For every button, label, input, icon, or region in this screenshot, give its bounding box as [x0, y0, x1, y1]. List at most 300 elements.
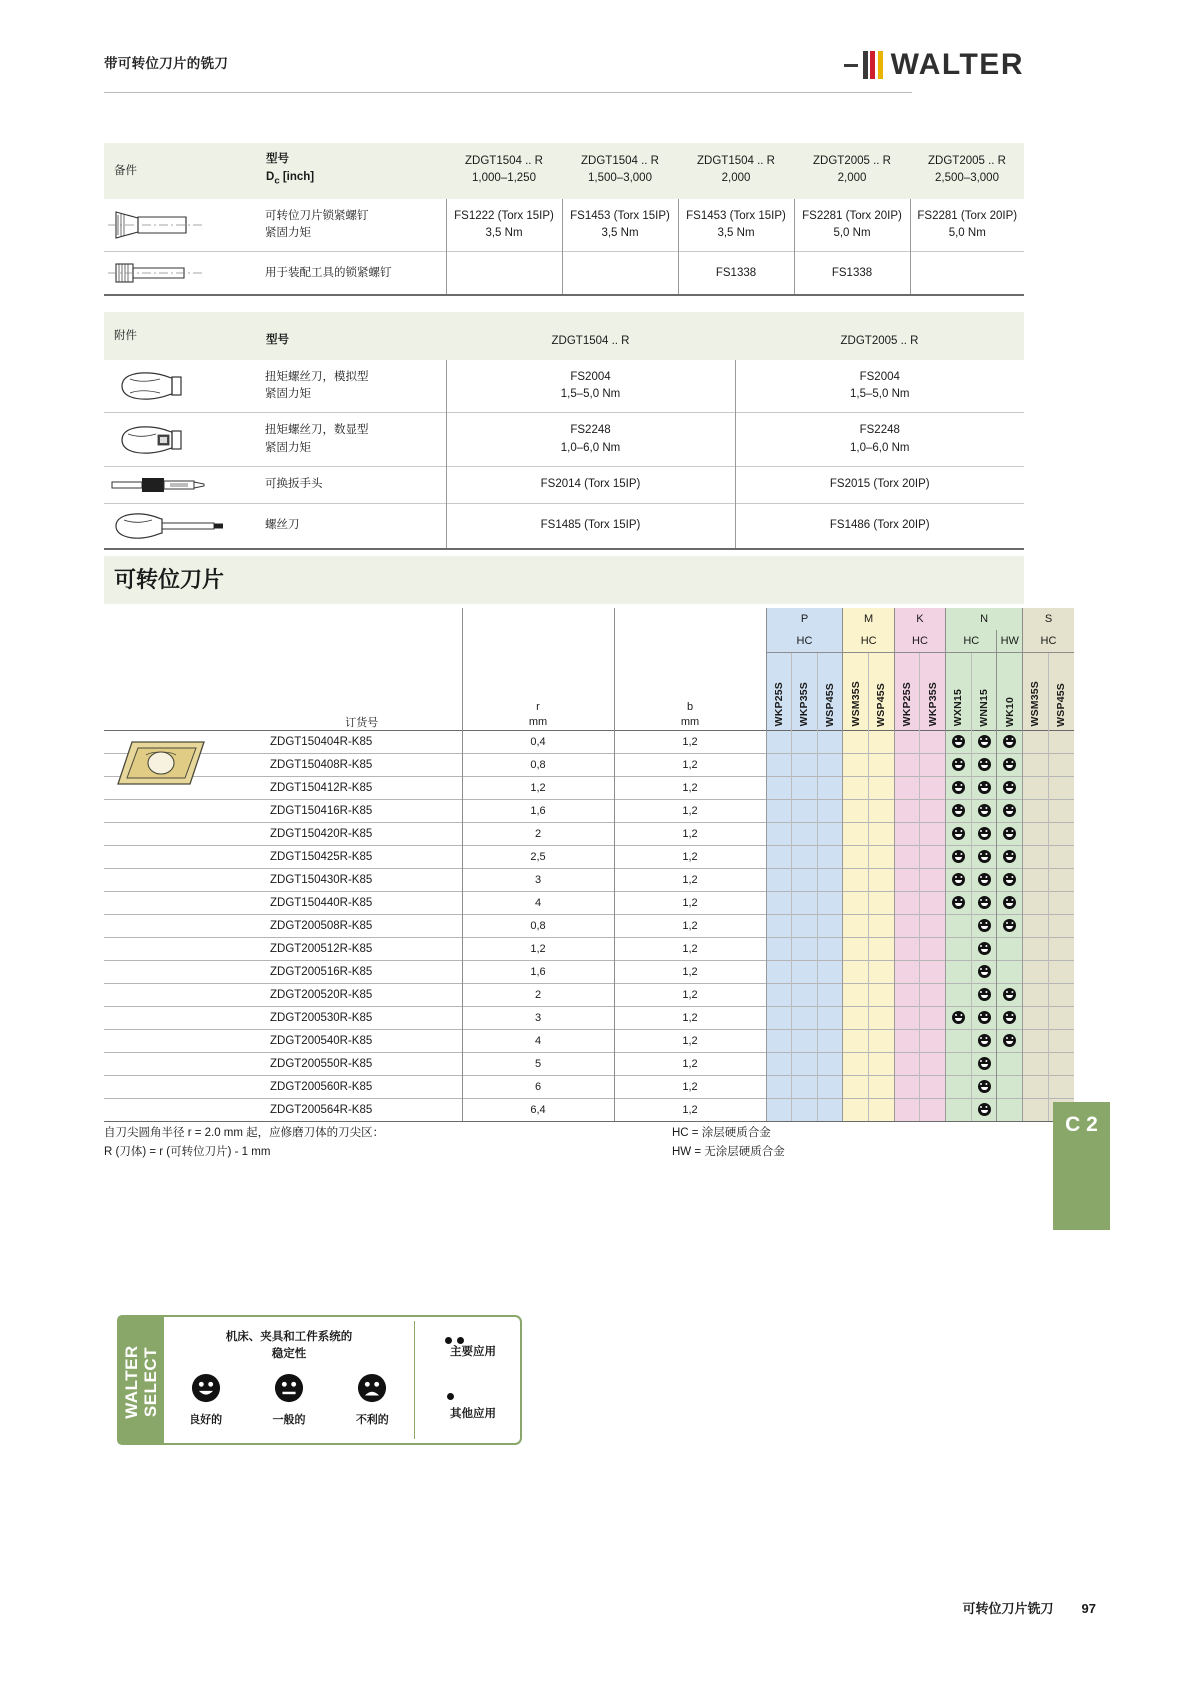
spacer-cell — [104, 652, 262, 730]
acc-r2-c2: FS2248 1,0–6,0 Nm — [735, 413, 1024, 467]
torque-screwdriver-analog-icon — [104, 360, 262, 413]
grade-suitability-cell — [766, 799, 792, 822]
spacer-cell — [262, 608, 462, 630]
smiley-good-icon — [1003, 804, 1016, 817]
acc-row-2-label: 扭矩螺丝刀，数显型 紧固力矩 — [262, 413, 446, 467]
grade-col-WSP45S-S: WSP45S — [1048, 652, 1074, 730]
spacer-cell — [262, 630, 462, 652]
torque-screwdriver-digital-glyph — [108, 423, 228, 457]
acc-col-1: ZDGT1504 .. R — [446, 312, 735, 360]
logo-wordmark: WALTER — [890, 48, 1024, 81]
grade-suitability-cell — [766, 891, 792, 914]
grade-suitability-cell — [817, 845, 843, 868]
grade-suitability-cell — [1023, 845, 1049, 868]
grade-suitability-cell — [843, 868, 869, 891]
grade-suitability-cell — [894, 868, 920, 891]
grade-suitability-cell — [792, 868, 818, 891]
smiley-good-icon — [1003, 873, 1016, 886]
smiley-good-glyph — [191, 1373, 221, 1403]
insert-order-number: ZDGT150425R-K85 — [262, 845, 462, 868]
insert-r-value: 1,6 — [462, 799, 614, 822]
smiley-good-icon — [1003, 919, 1016, 932]
spacer-cell — [104, 630, 262, 652]
grade-suitability-cell — [843, 983, 869, 1006]
grade-suitability-cell — [843, 891, 869, 914]
insert-order-number: ZDGT200512R-K85 — [262, 937, 462, 960]
table-row — [104, 413, 1024, 467]
grade-suitability-cell — [971, 960, 997, 983]
grade-suitability-cell — [997, 891, 1023, 914]
spare-r1-c5: FS2281 (Torx 20IP) 5,0 Nm — [910, 199, 1024, 252]
table-row — [104, 252, 1024, 296]
insert-r-value: 1,2 — [462, 937, 614, 960]
grade-suitability-cell — [817, 937, 843, 960]
smiley-good-icon — [978, 1080, 991, 1093]
grade-suitability-cell — [894, 845, 920, 868]
grade-suitability-cell — [920, 1098, 946, 1121]
insert-order-number: ZDGT200550R-K85 — [262, 1052, 462, 1075]
grade-suitability-cell — [792, 960, 818, 983]
grade-suitability-cell — [920, 937, 946, 960]
grade-suitability-cell — [817, 730, 843, 753]
insert-r-value: 3 — [462, 868, 614, 891]
smiley-good-icon — [952, 896, 965, 909]
insert-image-cell — [104, 914, 262, 937]
grade-col-WXN15-N: WXN15 — [946, 652, 972, 730]
grade-suitability-cell — [792, 1029, 818, 1052]
grade-suitability-cell — [1048, 1029, 1074, 1052]
inserts-table — [104, 608, 1074, 1122]
insert-image-cell — [104, 937, 262, 960]
inserts-title: 可转位刀片 — [114, 567, 225, 592]
spare-r2-c5 — [910, 252, 1024, 296]
grade-col-WKP25S-K: WKP25S — [894, 652, 920, 730]
table-row — [104, 845, 1074, 868]
insert-order-number: ZDGT150412R-K85 — [262, 776, 462, 799]
table-row — [104, 868, 1074, 891]
grade-suitability-cell — [1048, 799, 1074, 822]
inserts-section — [104, 608, 1068, 1122]
grade-suitability-cell — [997, 1098, 1023, 1121]
b-dimension-header: b mm — [614, 652, 766, 730]
grade-suitability-cell — [792, 776, 818, 799]
header-title: 带可转位刀片的铣刀 — [104, 56, 229, 71]
walter-select-divider — [414, 1321, 415, 1439]
smiley-good-icon — [978, 919, 991, 932]
grade-suitability-cell — [920, 983, 946, 1006]
grade-suitability-cell — [792, 983, 818, 1006]
smiley-good-icon — [978, 1034, 991, 1047]
grade-suitability-cell — [792, 1075, 818, 1098]
countersunk-screw-icon — [104, 199, 262, 252]
grade-suitability-cell — [843, 1052, 869, 1075]
walter-select-application-panel — [423, 1315, 522, 1445]
insert-b-value: 1,2 — [614, 1029, 766, 1052]
grade-suitability-cell — [920, 753, 946, 776]
smiley-good-icon — [952, 873, 965, 886]
screwdriver-glyph — [108, 510, 248, 542]
grade-suitability-cell — [869, 730, 895, 753]
smiley-good-icon — [978, 850, 991, 863]
grade-suitability-cell — [971, 891, 997, 914]
iso-group-P: P — [766, 608, 843, 630]
grade-suitability-cell — [817, 753, 843, 776]
insert-image-cell — [104, 1006, 262, 1029]
grade-suitability-cell — [971, 799, 997, 822]
grade-suitability-cell — [843, 960, 869, 983]
grade-suitability-cell — [920, 799, 946, 822]
grade-suitability-cell — [766, 776, 792, 799]
grade-suitability-cell — [920, 730, 946, 753]
screwdriver-icon — [104, 503, 262, 549]
interchangeable-bit-icon — [104, 466, 262, 503]
grade-suitability-cell — [997, 937, 1023, 960]
grade-suitability-cell — [946, 1006, 972, 1029]
spare-row-2-label: 用于装配工具的锁紧螺钉 — [262, 252, 446, 296]
spare-r2-c3: FS1338 — [678, 252, 794, 296]
grade-suitability-cell — [946, 1075, 972, 1098]
spare-parts-table — [104, 143, 1024, 296]
acc-r3-c2: FS2015 (Torx 20IP) — [735, 466, 1024, 503]
grade-suitability-cell — [946, 845, 972, 868]
table-row — [104, 1052, 1074, 1075]
grade-suitability-cell — [946, 730, 972, 753]
grade-suitability-cell — [869, 960, 895, 983]
secondary-application-dot-icon — [447, 1393, 454, 1400]
grade-col-WSM35S-M: WSM35S — [843, 652, 869, 730]
spare-parts-header-row — [104, 143, 1024, 199]
grade-col-WK10-N: WK10 — [997, 652, 1023, 730]
grade-suitability-cell — [971, 983, 997, 1006]
grade-suitability-cell — [1048, 845, 1074, 868]
insert-r-value: 2,5 — [462, 845, 614, 868]
grade-suitability-cell — [997, 730, 1023, 753]
inserts-title-band — [104, 556, 1024, 604]
spacer-cell — [462, 608, 614, 630]
grade-suitability-cell — [971, 1052, 997, 1075]
logo-dash-icon — [844, 64, 858, 67]
spare-row-1-label: 可转位刀片锁紧螺钉 紧固力矩 — [265, 209, 369, 240]
grade-suitability-cell — [1023, 1006, 1049, 1029]
insert-b-value: 1,2 — [614, 1006, 766, 1029]
interchangeable-bit-glyph — [108, 473, 238, 497]
grade-suitability-cell — [946, 1052, 972, 1075]
grade-suitability-cell — [946, 1098, 972, 1121]
smiley-good-icon — [952, 1011, 965, 1024]
iso-group-S: S — [1023, 608, 1074, 630]
grade-suitability-cell — [920, 914, 946, 937]
grade-suitability-cell — [920, 845, 946, 868]
insert-order-number: ZDGT200540R-K85 — [262, 1029, 462, 1052]
grade-suitability-cell — [817, 1075, 843, 1098]
smiley-bad-icon: 不利的 — [356, 1373, 389, 1427]
insert-image-cell — [104, 1029, 262, 1052]
smiley-good-icon — [978, 1057, 991, 1070]
insert-image-cell — [104, 891, 262, 914]
grade-suitability-cell — [946, 914, 972, 937]
grade-suitability-cell — [869, 1052, 895, 1075]
smiley-bad-glyph — [357, 1373, 387, 1403]
coating-K: HC — [894, 630, 945, 652]
grade-suitability-cell — [1048, 891, 1074, 914]
grade-suitability-cell — [766, 730, 792, 753]
smiley-good-icon — [1003, 988, 1016, 1001]
grade-suitability-cell — [971, 1075, 997, 1098]
spacer-cell — [104, 608, 262, 630]
grade-suitability-cell — [997, 776, 1023, 799]
insert-b-value: 1,2 — [614, 753, 766, 776]
grade-suitability-cell — [792, 1098, 818, 1121]
insert-b-value: 1,2 — [614, 822, 766, 845]
spare-col-1: ZDGT1504 .. R 1,000–1,250 — [446, 143, 562, 199]
grade-suitability-cell — [1023, 937, 1049, 960]
grade-suitability-cell — [869, 983, 895, 1006]
grade-suitability-cell — [766, 1052, 792, 1075]
grade-suitability-cell — [1023, 891, 1049, 914]
grade-suitability-cell — [817, 799, 843, 822]
grade-suitability-cell — [1023, 983, 1049, 1006]
grade-suitability-cell — [1023, 730, 1049, 753]
smiley-good-icon — [952, 758, 965, 771]
grade-suitability-cell — [894, 1006, 920, 1029]
insert-b-value: 1,2 — [614, 1075, 766, 1098]
grade-suitability-cell — [792, 822, 818, 845]
table-row — [104, 753, 1074, 776]
grade-suitability-cell — [869, 822, 895, 845]
grade-suitability-cell — [1048, 1075, 1074, 1098]
grade-suitability-cell — [946, 1029, 972, 1052]
grade-suitability-cell — [894, 1052, 920, 1075]
grade-suitability-cell — [997, 983, 1023, 1006]
insert-b-value: 1,2 — [614, 845, 766, 868]
acc-row-3-label: 可换扳手头 — [262, 466, 446, 503]
insert-order-number: ZDGT200516R-K85 — [262, 960, 462, 983]
acc-r4-c1: FS1485 (Torx 15IP) — [446, 503, 735, 549]
grade-suitability-cell — [869, 776, 895, 799]
coating-S: HC — [1023, 630, 1074, 652]
insert-order-number: ZDGT150430R-K85 — [262, 868, 462, 891]
walter-logo — [844, 48, 1024, 82]
grade-suitability-cell — [817, 1098, 843, 1121]
insert-image-cell — [104, 822, 262, 845]
insert-order-number: ZDGT200560R-K85 — [262, 1075, 462, 1098]
acc-row-4-label: 螺丝刀 — [262, 503, 446, 549]
grade-suitability-cell — [997, 1052, 1023, 1075]
insert-image-cell — [104, 1052, 262, 1075]
insert-r-value: 1,6 — [462, 960, 614, 983]
acc-r1-c1: FS2004 1,5–5,0 Nm — [446, 360, 735, 413]
grade-suitability-cell — [792, 799, 818, 822]
grade-suitability-cell — [843, 1075, 869, 1098]
grade-suitability-cell — [1048, 960, 1074, 983]
insert-b-value: 1,2 — [614, 1098, 766, 1121]
grade-suitability-cell — [997, 822, 1023, 845]
grade-suitability-cell — [1048, 822, 1074, 845]
table-row — [104, 1006, 1074, 1029]
footer-page-number: 97 — [1081, 1601, 1096, 1616]
grade-suitability-cell — [894, 822, 920, 845]
smiley-good-icon: 良好的 — [189, 1373, 222, 1427]
table-row — [104, 466, 1024, 503]
grade-suitability-cell — [766, 937, 792, 960]
insert-r-value: 3 — [462, 1006, 614, 1029]
grade-suitability-cell — [971, 1029, 997, 1052]
grade-suitability-cell — [1023, 799, 1049, 822]
smiley-good-icon — [1003, 758, 1016, 771]
grade-col-WSP45S-P: WSP45S — [817, 652, 843, 730]
smiley-good-icon — [978, 896, 991, 909]
insert-image-cell — [104, 1075, 262, 1098]
smiley-good-icon — [952, 781, 965, 794]
table-row — [104, 360, 1024, 413]
grade-suitability-cell — [869, 1075, 895, 1098]
grade-suitability-cell — [946, 960, 972, 983]
grade-suitability-cell — [997, 1075, 1023, 1098]
footnote-left: 自刀尖圆角半径 r = 2.0 mm 起，应修磨刀体的刀尖区： R (刀体) = r (可转位刀片) - 1 mm — [104, 1127, 385, 1158]
grade-suitability-cell — [920, 960, 946, 983]
grade-suitability-cell — [971, 776, 997, 799]
insert-order-number: ZDGT150416R-K85 — [262, 799, 462, 822]
grade-suitability-cell — [1048, 730, 1074, 753]
table-row — [104, 914, 1074, 937]
order-number-header: 订货号 — [345, 716, 379, 729]
smiley-good-icon — [952, 850, 965, 863]
walter-select-brand-strip — [117, 1315, 164, 1445]
walter-select-box — [117, 1315, 522, 1445]
secondary-application-label: 其他应用 — [450, 1408, 496, 1420]
smiley-good-icon — [1003, 735, 1016, 748]
spare-col-5: ZDGT2005 .. R 2,500–3,000 — [910, 143, 1024, 199]
grade-suitability-cell — [869, 891, 895, 914]
grade-suitability-cell — [971, 914, 997, 937]
grade-suitability-cell — [869, 845, 895, 868]
grade-suitability-cell — [869, 1006, 895, 1029]
insert-order-number: ZDGT200508R-K85 — [262, 914, 462, 937]
grade-suitability-cell — [946, 868, 972, 891]
chapter-tab: C 2 — [1053, 1102, 1110, 1230]
grade-col-WKP25S-P: WKP25S — [766, 652, 792, 730]
walter-select-brand-text: WALTER SELECT — [121, 1345, 160, 1419]
insert-r-value: 2 — [462, 983, 614, 1006]
spare-parts-dc-label: $D_c$ [inch] — [266, 170, 315, 187]
insert-image-cell — [104, 799, 262, 822]
grade-suitability-cell — [971, 845, 997, 868]
grade-suitability-cell — [817, 868, 843, 891]
grade-suitability-cell — [920, 1075, 946, 1098]
grade-suitability-cell — [843, 822, 869, 845]
grade-suitability-cell — [766, 845, 792, 868]
indexable-insert-glyph — [112, 738, 212, 790]
insert-r-value: 4 — [462, 891, 614, 914]
insert-r-value: 0,8 — [462, 914, 614, 937]
table-row — [104, 199, 1024, 252]
insert-r-value: 4 — [462, 1029, 614, 1052]
grade-col-WKP35S-K: WKP35S — [920, 652, 946, 730]
smiley-good-icon — [978, 873, 991, 886]
spacer-cell — [614, 608, 766, 630]
grade-suitability-cell — [792, 845, 818, 868]
smiley-good-icon — [952, 827, 965, 840]
header-divider — [104, 92, 912, 93]
grade-suitability-cell — [920, 1052, 946, 1075]
insert-order-number: ZDGT200520R-K85 — [262, 983, 462, 1006]
insert-order-number: ZDGT150440R-K85 — [262, 891, 462, 914]
grade-suitability-cell — [817, 983, 843, 1006]
table-row — [104, 503, 1024, 549]
grade-suitability-cell — [1048, 1052, 1074, 1075]
coating-N-hw: HW — [997, 630, 1023, 652]
grade-suitability-cell — [766, 868, 792, 891]
grade-suitability-cell — [1048, 914, 1074, 937]
table-row — [104, 799, 1074, 822]
smiley-neutral-glyph — [274, 1373, 304, 1403]
grade-suitability-cell — [1023, 753, 1049, 776]
grade-col-WKP35S-P: WKP35S — [792, 652, 818, 730]
spare-parts-model-label: 型号 $D_c$ [inch] — [262, 143, 446, 199]
grade-suitability-cell — [946, 776, 972, 799]
table-row — [104, 730, 1074, 753]
grade-suitability-cell — [1048, 753, 1074, 776]
insert-r-value: 6,4 — [462, 1098, 614, 1121]
insert-order-number: ZDGT150408R-K85 — [262, 753, 462, 776]
cap-screw-icon — [104, 252, 262, 296]
accessories-header-row — [104, 312, 1024, 360]
insert-image-cell — [104, 1098, 262, 1121]
grade-suitability-cell — [946, 753, 972, 776]
grade-suitability-cell — [997, 960, 1023, 983]
smiley-good-icon — [978, 735, 991, 748]
grade-suitability-cell — [894, 730, 920, 753]
spare-col-3: ZDGT1504 .. R 2,000 — [678, 143, 794, 199]
grade-suitability-cell — [1048, 937, 1074, 960]
grade-suitability-cell — [843, 776, 869, 799]
grade-suitability-cell — [997, 1006, 1023, 1029]
insert-b-value: 1,2 — [614, 776, 766, 799]
grade-suitability-cell — [843, 799, 869, 822]
iso-group-M: M — [843, 608, 894, 630]
table-row — [104, 1098, 1074, 1121]
spare-r1-c3: FS1453 (Torx 15IP) 3,5 Nm — [678, 199, 794, 252]
insert-order-number: ZDGT200530R-K85 — [262, 1006, 462, 1029]
grade-suitability-cell — [766, 914, 792, 937]
grade-suitability-cell — [792, 914, 818, 937]
acc-r3-c1: FS2014 (Torx 15IP) — [446, 466, 735, 503]
spacer-cell — [614, 630, 766, 652]
insert-b-value: 1,2 — [614, 891, 766, 914]
grade-suitability-cell — [971, 753, 997, 776]
spacer-cell — [462, 630, 614, 652]
footer-text: 可转位刀片铣刀 — [962, 1601, 1054, 1616]
grade-suitability-cell — [843, 1006, 869, 1029]
smiley-good-icon — [978, 1103, 991, 1116]
grade-suitability-cell — [792, 891, 818, 914]
accessories-model-label: 型号 — [262, 312, 446, 360]
table-row — [104, 776, 1074, 799]
grade-suitability-cell — [1023, 1052, 1049, 1075]
grade-suitability-cell — [1023, 960, 1049, 983]
insert-b-value: 1,2 — [614, 983, 766, 1006]
insert-b-value: 1,2 — [614, 914, 766, 937]
grade-suitability-cell — [792, 730, 818, 753]
grade-suitability-cell — [1048, 868, 1074, 891]
insert-r-value: 0,8 — [462, 753, 614, 776]
insert-r-value: 0,4 — [462, 730, 614, 753]
table-row — [104, 960, 1074, 983]
grade-col-WNN15-N: WNN15 — [971, 652, 997, 730]
indexable-insert-icon — [112, 738, 212, 795]
grade-suitability-cell — [766, 960, 792, 983]
smiley-good-icon — [978, 758, 991, 771]
